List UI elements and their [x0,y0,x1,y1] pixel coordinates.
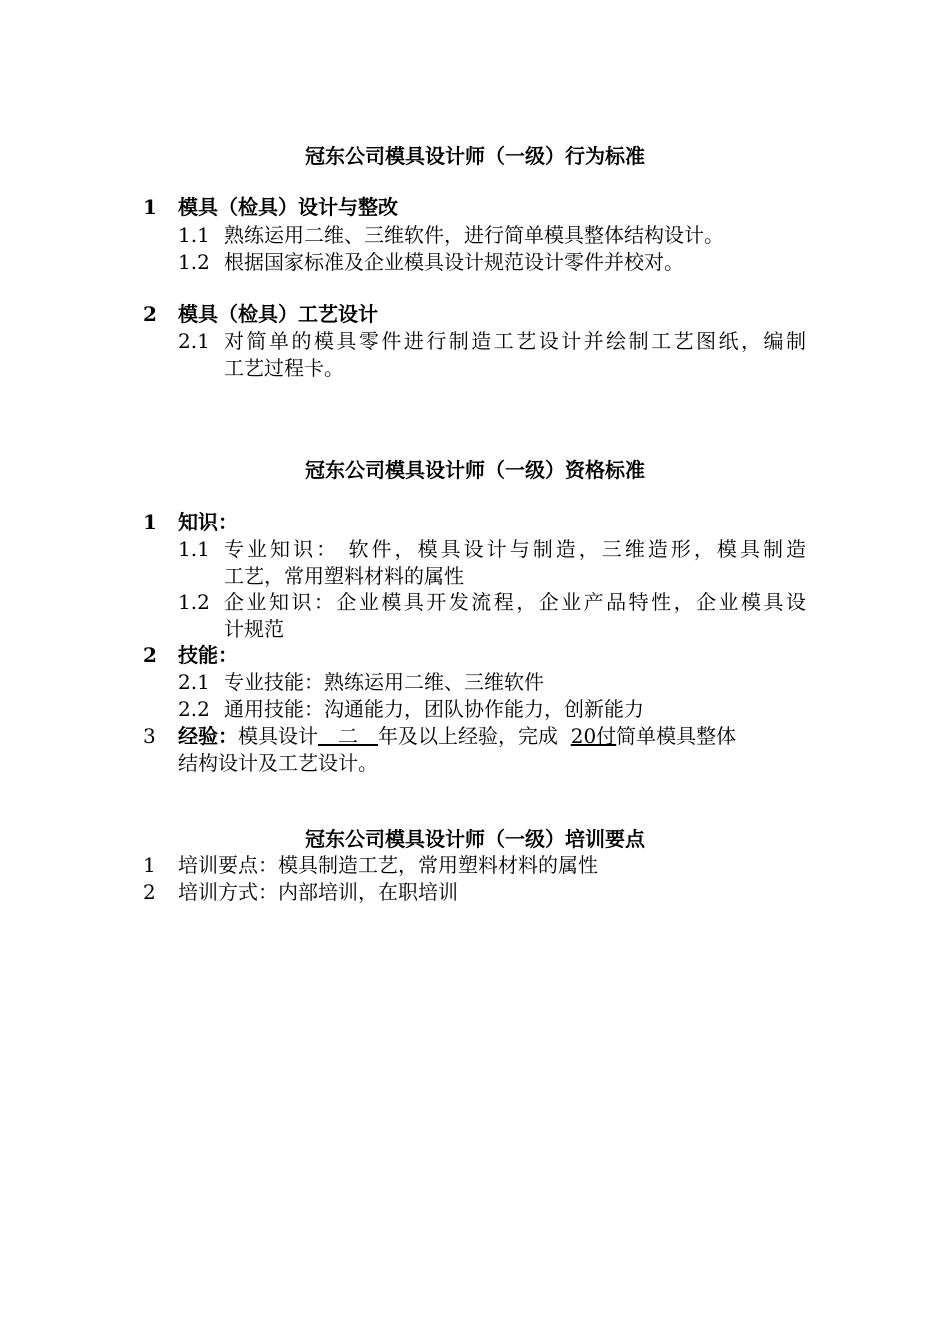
item-number: 2 [143,643,157,667]
sub-text: 熟练运用二维、三维软件，进行简单模具整体结构设计。 [224,223,724,247]
experience-line [178,723,805,749]
experience-text-3: 简单模具整体 [616,724,737,748]
experience-text-1: 模具设计 [238,724,318,748]
sub-text-line2: 计规范 [224,617,284,641]
sub-text: 根据国家标准及企业模具设计规范设计零件并校对。 [224,250,684,274]
sub-text-line1: 企业知识：企业模具开发流程，企业产品特性，企业模具设 [224,590,806,614]
sub-text: 专业技能：熟练运用二维、三维软件 [224,670,544,694]
sub-text-line1: 专业知识： 软件，模具设计与制造，三维造形，模具制造 [224,537,806,561]
sub-number: 2.1 [178,670,210,694]
item-label: 技能： [178,643,238,667]
item-label: 经验： [178,724,238,748]
item-label: 知识： [178,510,238,534]
experience-text-2: 年及以上经验，完成 [378,724,558,748]
behavior-title: 冠东公司模具设计师（一级）行为标准 [305,144,645,168]
sub-number: 1.1 [178,223,210,247]
sub-number: 1.1 [178,537,210,561]
sub-number: 1.2 [178,250,210,274]
training-title: 冠东公司模具设计师（一级）培训要点 [305,827,645,851]
experience-count: 20付 [570,724,617,748]
item-number: 1 [143,510,157,534]
item-label: 模具（检具）设计与整改 [178,195,398,219]
item-number: 2 [143,880,156,904]
sub-text-line2: 工艺，常用塑料材料的属性 [224,564,464,588]
item-text: 培训要点：模具制造工艺，常用塑料材料的属性 [178,853,598,877]
experience-line2: 结构设计及工艺设计。 [178,751,378,775]
sub-text: 通用技能：沟通能力，团队协作能力，创新能力 [224,697,644,721]
item-number: 1 [143,195,157,219]
sub-number: 2.2 [178,697,210,721]
item-number: 3 [143,724,156,748]
sub-text-line2: 工艺过程卡。 [224,356,344,380]
sub-number: 2.1 [178,329,210,353]
qualification-title: 冠东公司模具设计师（一级）资格标准 [305,458,645,482]
item-number: 1 [143,853,156,877]
experience-years: 二 [318,724,378,748]
item-text: 培训方式：内部培训，在职培训 [178,880,458,904]
item-label: 模具（检具）工艺设计 [178,302,378,326]
sub-number: 1.2 [178,590,210,614]
sub-text-line1: 对简单的模具零件进行制造工艺设计并绘制工艺图纸，编制 [224,329,806,353]
item-number: 2 [143,302,157,326]
